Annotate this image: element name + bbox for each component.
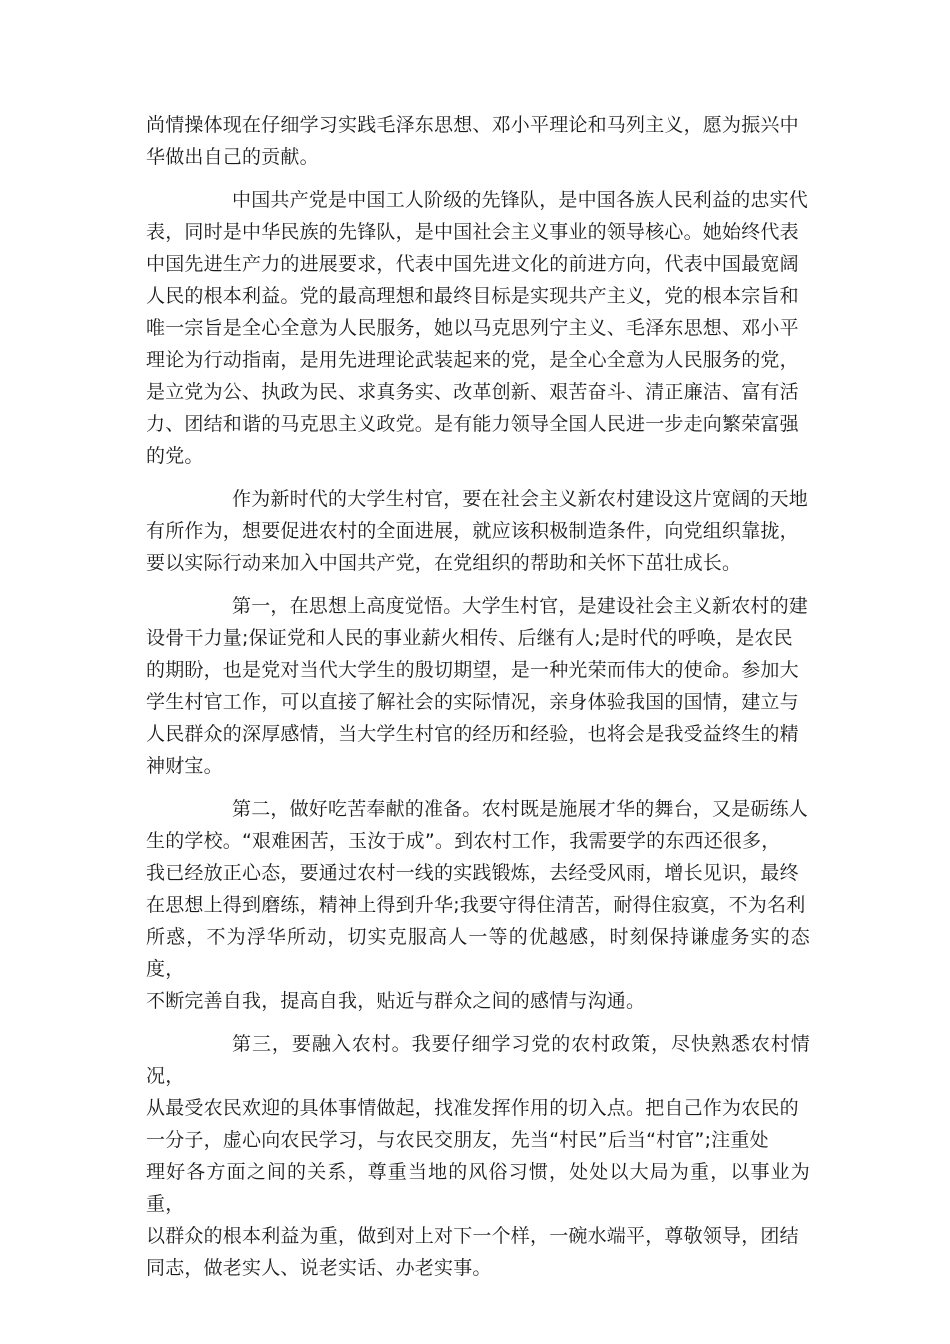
document-body xyxy=(146,109,810,1295)
paragraph-village-official: 作为新时代的大学生村官，要在社会主义新农村建设这片宽阔的天地 有所作为，想要促进农村的全面进展，就应该积极制造条件，向党组织靠拢， 要以实际行动来加入中国共产党，在党组织的帮助和关怀下茁壮成长。 xyxy=(146,488,809,574)
paragraph-party-description: 中国共产党是中国工人阶级的先锋队，是中国各族人民利益的忠实代 表，同时是中华民族的先锋队，是中国社会主义事业的领导核心。她始终代表 中国先进生产力的进展要求，代表中国先进文化的前进方向，代表中国最宽阔 人民的根本利益。党的最高理想和最终目标是实现共产主义，党的根本宗旨和 唯一宗旨是全心全意为人民服务，她以马克思列宁主义、毛泽东思想、邓小平 理论为行动指南，是用先进理论武装起来的党，是全心全意为人民服务的党， 是立党为公、执政为民、求真务实、改革创新、艰苦奋斗、清正廉洁、富有活 力、团结和谐的马克思主义政党。是有能力领导全国人民进一步走向繁荣富强 的党。 xyxy=(146,189,809,467)
paragraph-second-point: 第二，做好吃苦奉献的准备。农村既是施展才华的舞台，又是砺练人 生的学校。“艰难困苦，玉汝于成”。到农村工作，我需要学的东西还很多， 我已经放正心态，要通过农村一线的实践锻炼，去经受风雨，增长见识，最终 在思想上得到磨练，精神上得到升华;我要守得住清苦，耐得住寂寞，不为名利 所惑，不为浮华所动，切实克服高人一等的优越感，时刻保持谦虚务实的态度， 不断完善自我，提高自我，贴近与群众之间的感情与沟通。 xyxy=(146,798,810,1012)
paragraph-third-point: 第三，要融入农村。我要仔细学习党的农村政策，尽快熟悉农村情况， 从最受农民欢迎的具体事情做起，找准发挥作用的切入点。把自己作为农民的 一分子，虚心向农民学习，与农民交朋友，先当“村民”后当“村官”;注重处 理好各方面之间的关系，尊重当地的风俗习惯，处处以大局为重，以事业为重， 以群众的根本利益为重，做到对上对下一个样，一碗水端平，尊敬领导，团结 同志，做老实人、说老实话、办老实事。 xyxy=(146,1033,810,1279)
paragraph-continued: 尚情操体现在仔细学习实践毛泽东思想、邓小平理论和马列主义，愿为振兴中 华做出自己的贡献。 xyxy=(146,114,799,168)
paragraph-first-point: 第一，在思想上高度觉悟。大学生村官，是建设社会主义新农村的建 设骨干力量;保证党和人民的事业薪火相传、后继有人;是时代的呼唤，是农民 的期盼，也是党对当代大学生的殷切期望，是一种光荣而伟大的使命。参加大 学生村官工作，可以直接了解社会的实际情况，亲身体验我国的国情，建立与 人民群众的深厚感情，当大学生村官的经历和经验，也将会是我受益终生的精 神财宝。 xyxy=(146,595,809,777)
